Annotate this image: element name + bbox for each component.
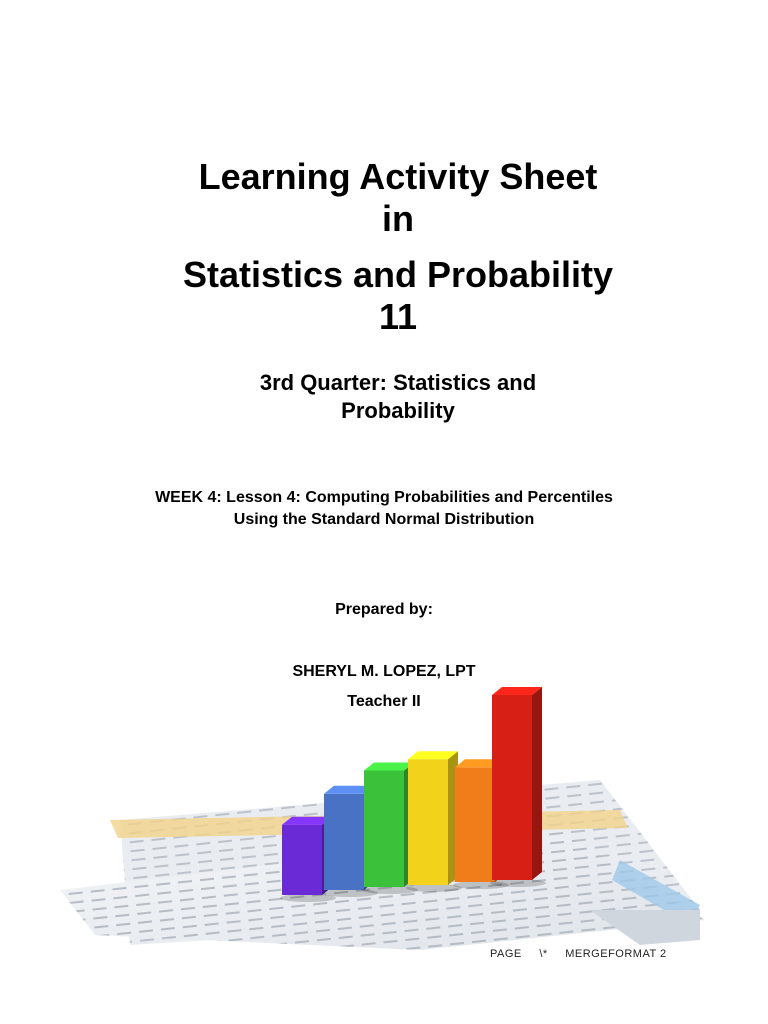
author-role: Teacher II <box>347 693 421 710</box>
title-line-1: Learning Activity Sheet <box>198 156 598 197</box>
title-line-4: 11 <box>378 296 418 337</box>
chart-bar-4 <box>406 751 462 892</box>
main-title <box>0 156 768 240</box>
quarter-line-2: Probability <box>341 398 455 423</box>
lesson-line-1: WEEK 4: Lesson 4: Computing Probabilities and Percentiles <box>155 489 613 506</box>
title-line-2: in <box>382 198 414 239</box>
footer-field-code: PAGE <box>490 948 522 960</box>
lesson-heading <box>0 487 768 531</box>
footer-format: MERGEFORMAT 2 <box>565 948 667 960</box>
author-name: SHERYL M. LOPEZ, LPT <box>292 663 476 680</box>
subject-title <box>0 254 768 338</box>
chart-bar-6 <box>490 687 546 887</box>
page-footer-field <box>490 948 681 960</box>
title-line-3: Statistics and Probability <box>182 254 614 295</box>
quarter-heading <box>0 369 768 425</box>
prepared-by-label: Prepared by: <box>335 601 433 618</box>
quarter-line-1: 3rd Quarter: Statistics and <box>259 370 537 395</box>
lesson-line-2: Using the Standard Normal Distribution <box>233 511 535 528</box>
bar-group <box>280 687 546 902</box>
footer-switch: \* <box>539 948 548 960</box>
bar-chart-on-spreadsheet-icon <box>0 680 768 970</box>
